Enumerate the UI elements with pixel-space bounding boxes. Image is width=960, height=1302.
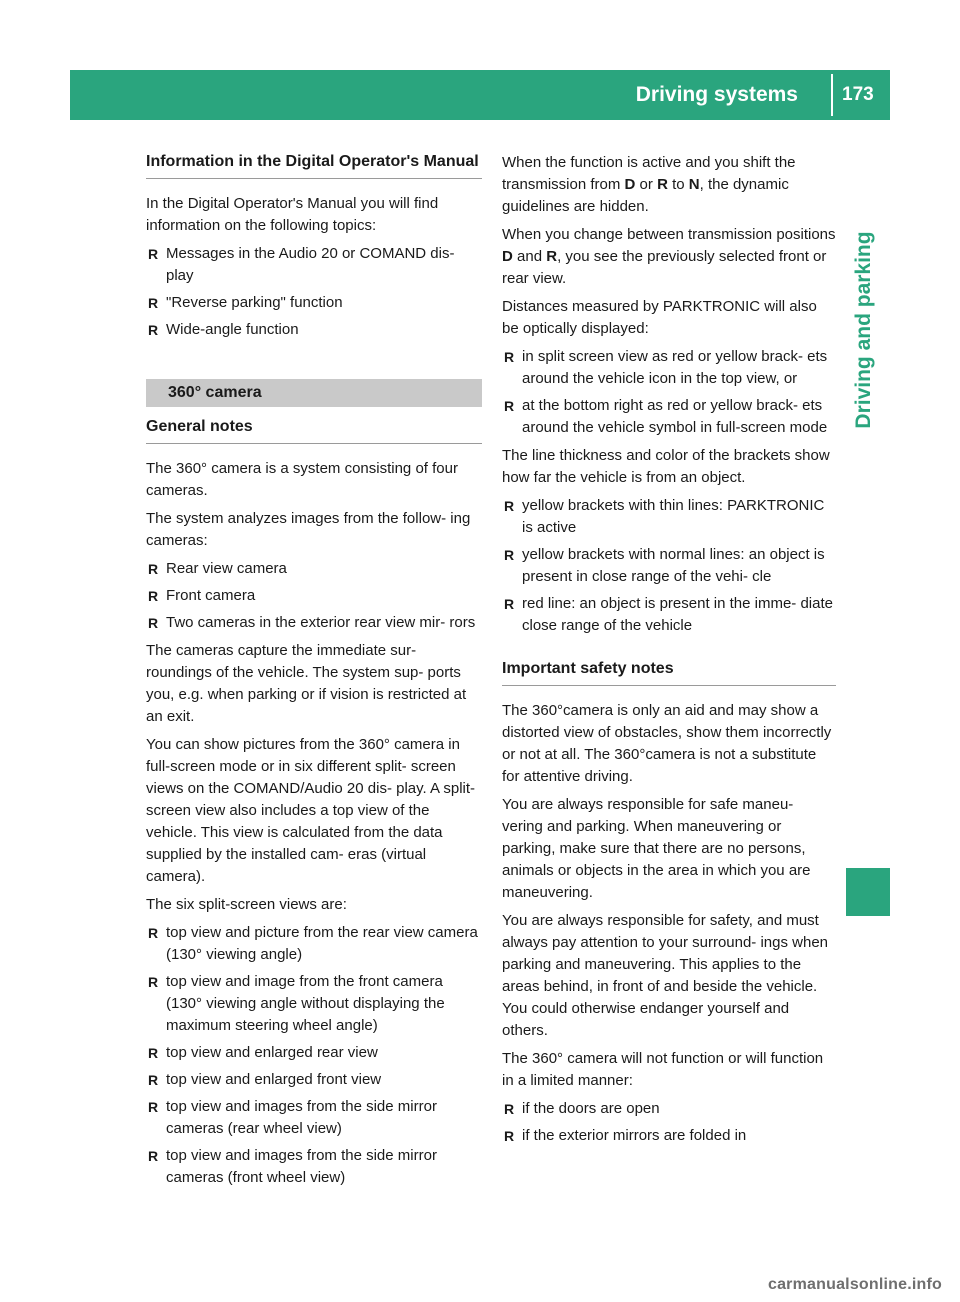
- paragraph: The cameras capture the immediate sur- roundings of the vehicle. The system sup- ports you, e.g. when parking or if vision is restricted at an exit.: [146, 642, 467, 725]
- bullet-icon: R: [504, 547, 515, 563]
- heading-digital-manual: Information in the Digital Operator's Manual: [146, 150, 482, 179]
- heading-safety-notes: Important safety notes: [502, 657, 836, 686]
- bullet-icon: R: [148, 1099, 159, 1115]
- list-item: R Wide-angle function: [146, 319, 482, 341]
- paragraph: You are always responsible for safety, and must always pay attention to your surround- ings when parking and maneuvering. This applies to the areas behind, in front of and beside the vehicle. You could otherwise endanger yourself and others.: [502, 912, 829, 1039]
- list-item: R red line: an object is present in the imme- diate close range of the vehicle: [504, 595, 833, 634]
- list-item: R Two cameras in the exterior rear view mir- rors: [146, 612, 482, 634]
- bullet-icon: R: [148, 615, 159, 631]
- bullet-icon: R: [504, 596, 515, 612]
- bullet-icon: R: [148, 246, 159, 262]
- bullet-icon: R: [504, 498, 515, 514]
- section-bar-360-camera: 360° camera: [146, 379, 482, 407]
- paragraph: You are always responsible for safe maneu- vering and parking. When maneuvering or parking, make sure that there are no persons, animals or objects in the area in which you are maneuvering.: [502, 796, 811, 901]
- paragraph: The 360° camera is a system consisting of four cameras.: [146, 460, 458, 499]
- list-item: R top view and picture from the rear view camera (130° viewing angle): [148, 924, 478, 963]
- right-column: [502, 152, 836, 1153]
- list-item: R if the exterior mirrors are folded in: [502, 1125, 836, 1147]
- bullet-icon: R: [148, 295, 159, 311]
- left-column: [146, 150, 482, 1195]
- list-item: R top view and enlarged rear view: [146, 1042, 482, 1064]
- bullet-icon: R: [148, 588, 159, 604]
- chapter-side-tab: [838, 120, 890, 540]
- list-item: R yellow brackets with thin lines: PARKTRONIC is active: [504, 497, 825, 536]
- list-distance-display: [502, 346, 836, 439]
- chapter-marker-square: [846, 868, 890, 916]
- chapter-side-tab-label: Driving and parking: [852, 231, 875, 429]
- list-item: R Messages in the Audio 20 or COMAND dis- play: [148, 245, 455, 284]
- paragraph: Distances measured by PARKTRONIC will also be optically displayed:: [502, 298, 817, 337]
- list-item: R at the bottom right as red or yellow brack- ets around the vehicle symbol in full-screen mode: [504, 397, 828, 436]
- paragraph-transmission-change: When you change between transmission positions D and R, you see the previously selected front or rear view.: [502, 226, 836, 287]
- bullet-icon: R: [148, 974, 159, 990]
- list-split-views: [146, 922, 482, 1189]
- list-item: R Front camera: [146, 585, 482, 607]
- list-cameras: [146, 558, 482, 634]
- paragraph-transmission-shift: When the function is active and you shift the transmission from D or R to N, the dynamic guidelines are hidden.: [502, 154, 796, 215]
- paragraph: You can show pictures from the 360° camera in full-screen mode or in six different split- screen views on the COMAND/Audio 20 dis- play. A split-screen view also includes a top view of the vehicle. This view is calculated from the data supplied by the installed cam- eras (virtual camera).: [146, 736, 476, 885]
- list-item: R top view and image from the front camera (130° viewing angle without displaying the maximum steering wheel angle): [148, 973, 445, 1034]
- bullet-icon: R: [148, 1148, 159, 1164]
- list-brackets: [502, 495, 836, 637]
- list-item: R Rear view camera: [146, 558, 482, 580]
- list-item: R top view and enlarged front view: [146, 1069, 482, 1091]
- bullet-icon: R: [148, 1045, 159, 1061]
- page-header-band: [70, 70, 890, 120]
- list-item: R "Reverse parking" function: [146, 292, 482, 314]
- list-item: R if the doors are open: [502, 1098, 836, 1120]
- bullet-icon: R: [504, 398, 515, 414]
- bullet-icon: R: [148, 1072, 159, 1088]
- list-item: R in split screen view as red or yellow brack- ets around the vehicle icon in the top view, or: [504, 348, 828, 387]
- heading-general-notes: General notes: [146, 415, 482, 444]
- watermark: carmanualsonline.info: [767, 1276, 942, 1293]
- bullet-icon: R: [148, 322, 159, 338]
- section-title: Driving systems: [635, 83, 798, 106]
- list-item: R top view and images from the side mirror cameras (rear wheel view): [148, 1098, 437, 1137]
- list-item: R top view and images from the side mirror cameras (front wheel view): [148, 1147, 437, 1186]
- paragraph: The line thickness and color of the brackets show how far the vehicle is from an object.: [502, 447, 830, 486]
- bullet-icon: R: [504, 1101, 515, 1117]
- list-digital-topics: [146, 243, 482, 341]
- paragraph-digital-manual: In the Digital Operator's Manual you will find information on the following topics:: [146, 195, 439, 234]
- bullet-icon: R: [148, 561, 159, 577]
- bullet-icon: R: [148, 925, 159, 941]
- page-number: 173: [842, 84, 874, 105]
- bullet-icon: R: [504, 1128, 515, 1144]
- paragraph: The 360°camera is only an aid and may show a distorted view of obstacles, show them incorrectly or not at all. The 360°camera is not a substitute for attentive driving.: [502, 702, 832, 785]
- bullet-icon: R: [504, 349, 515, 365]
- list-limitations: [502, 1098, 836, 1147]
- paragraph: The system analyzes images from the follow- ing cameras:: [146, 510, 471, 549]
- header-divider: [831, 74, 833, 116]
- paragraph: The six split-screen views are:: [146, 896, 347, 913]
- paragraph: The 360° camera will not function or will function in a limited manner:: [502, 1050, 824, 1089]
- list-item: R yellow brackets with normal lines: an object is present in close range of the vehi- cle: [504, 546, 825, 585]
